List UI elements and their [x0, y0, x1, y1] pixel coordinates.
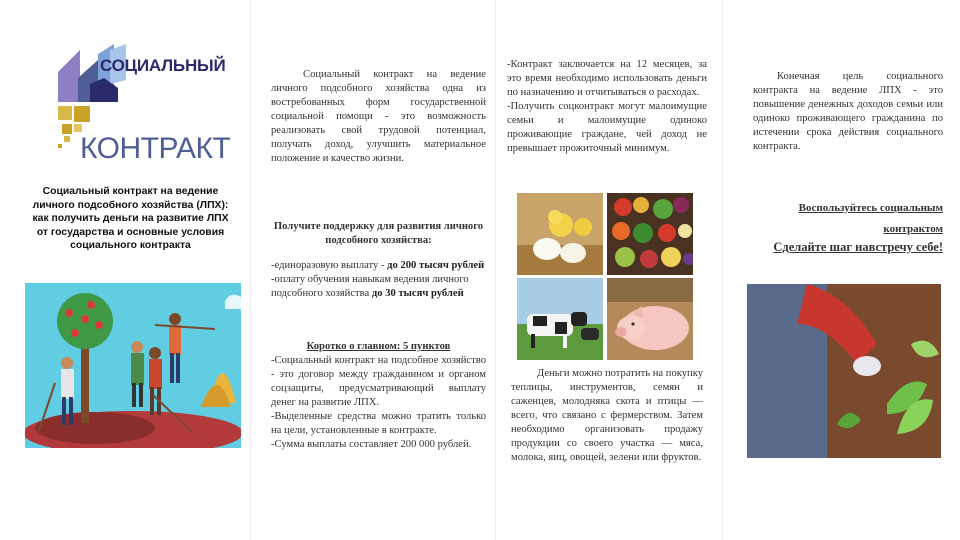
pig-photo: [607, 278, 693, 360]
farm-illustration: [25, 283, 241, 448]
intro-paragraph: Социальный контракт на ведение личного подсобного хозяйства одна из востребованных форм государственной социальной помощи - это возможность реализовать свой трудовой потенциал, получать доход, улучшить материальное положение и качество жизни.: [271, 69, 486, 164]
panel-goal: [725, 0, 960, 540]
spending-paragraph: Деньги можно потратить на покупку теплицы, инструментов, семян и саженцев, молодняка скота и птицы — всего, что связано с фермерством. Затем необходимо организовать продажу продукции со своего участка — мяса, молока, яиц, овощей, зелени или фруктов.: [511, 368, 703, 463]
support-item: [271, 273, 486, 301]
condition-item: -Контракт заключается на 12 месяцев, за это время необходимо использовать деньги по назначению и отчитываться о расходах.: [507, 59, 707, 98]
panel-about: [255, 0, 495, 540]
key-point: -Сумма выплаты составляет 200 000 рублей.: [271, 439, 472, 450]
support-item-text: -оплату обучения навыкам ведения личного подсобного хозяйства: [271, 274, 469, 299]
cows-photo: [517, 278, 603, 360]
panel-cover: [0, 0, 250, 540]
vegetables-photo: [607, 193, 693, 275]
support-list: [271, 259, 486, 301]
call-to-action: Воспользуйтесь социальным контрактом: [798, 202, 943, 235]
chicks-photo: [517, 193, 603, 275]
support-item: [271, 259, 486, 273]
support-item-text: -единоразовую выплату -: [271, 260, 388, 271]
key-point: -Социальный контракт на подсобное хозяйство - это договор между гражданином и органом соцзащиты, предусматривающий выплату денег на развитие ЛПХ.: [271, 355, 486, 408]
key-points-heading: Коротко о главном: 5 пунктов: [306, 341, 451, 352]
support-heading: Получите поддержку для развития личного подсобного хозяйства:: [273, 221, 484, 246]
cover-title: Социальный контракт на ведение личного подсобного хозяйства (ЛПХ): как получить деньги на развитие ЛПХ от государства и основные условия социального контракта: [32, 186, 229, 251]
conditions-list: [507, 58, 707, 156]
panel-conditions: [495, 0, 720, 540]
key-points-list: [271, 354, 486, 452]
goal-paragraph: Конечная цель социального контракта на ведение ЛПХ - это повышение денежных доходов семьи или одиноко проживающего гражданина по истечении срока действия социального контракта.: [753, 71, 943, 152]
condition-item: -Получить соцконтракт могут малоимущие семьи и малоимущие одиноко проживающие граждане, чей доход не превышает прожиточный минимум.: [507, 101, 707, 154]
support-item-amount: до 30 тысяч рублей: [371, 288, 464, 299]
logo-word-social: СОЦИАЛЬНЫЙ: [100, 56, 226, 75]
slogan: Сделайте шаг навстречу себе!: [773, 240, 943, 254]
gardening-photo: [747, 284, 941, 458]
logo-word-contract: КОНТРАКТ: [80, 132, 231, 165]
key-point: -Выделенные средства можно тратить только на цели, установленные в контракте.: [271, 411, 486, 436]
support-item-amount: до 200 тысяч рублей: [387, 260, 485, 271]
